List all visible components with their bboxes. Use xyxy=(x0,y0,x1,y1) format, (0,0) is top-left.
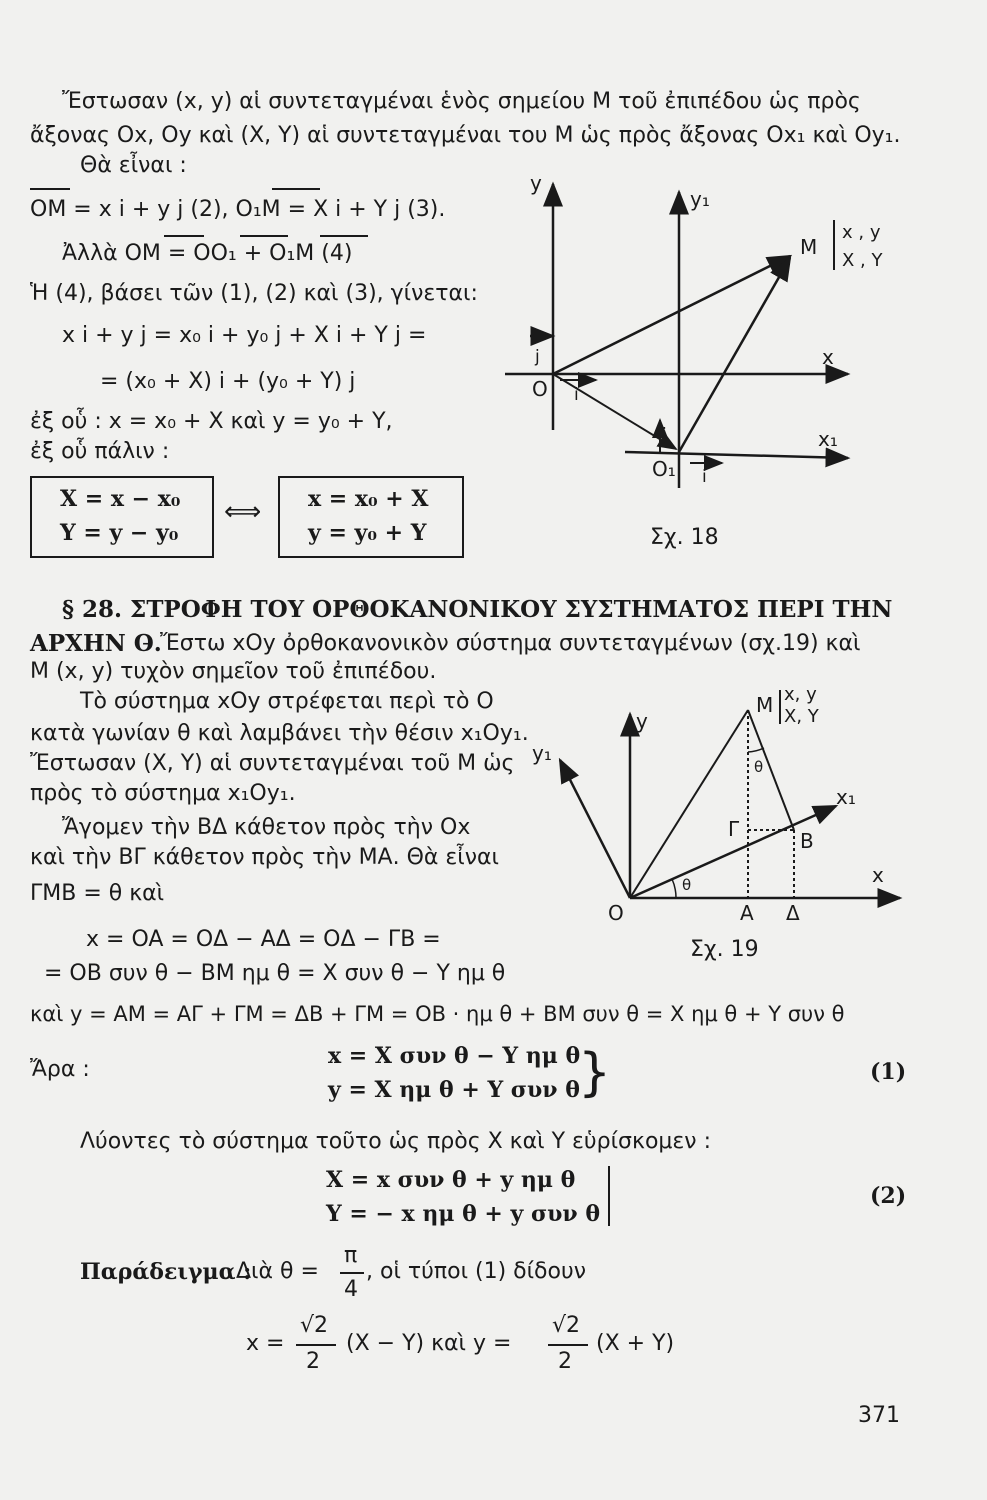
section-28-line9: ΓMB = θ καὶ xyxy=(30,881,165,906)
fig18-label-y: y xyxy=(530,171,542,195)
fig19-label-theta1: θ xyxy=(682,876,692,894)
equation-7: ἐξ οὗ : x = x₀ + X καὶ y = y₀ + Y, xyxy=(30,409,393,434)
fig18-label-y1: y₁ xyxy=(690,187,710,211)
equation-8: ἐξ οὗ πάλιν : xyxy=(30,439,170,464)
final-sqrt2-b: √2 xyxy=(552,1313,581,1338)
figure-18-caption: Σχ. 18 xyxy=(650,525,719,550)
final-sqrt2-a: √2 xyxy=(300,1313,329,1338)
fig19-label-A: A xyxy=(740,901,754,925)
system1-tag: (1) xyxy=(870,1059,907,1085)
equivalence-symbol: ⟺ xyxy=(224,497,262,527)
example-4: 4 xyxy=(344,1277,358,1302)
fig18-label-O1: O₁ xyxy=(652,457,676,481)
example-label: Παράδειγμα : xyxy=(80,1259,252,1285)
fig18-label-x1: x₁ xyxy=(818,427,838,451)
fig19-label-y1: y₁ xyxy=(532,741,552,765)
fig18-label-j1: j xyxy=(662,425,667,445)
ara-label: Ἄρα : xyxy=(30,1057,90,1082)
fig19-segment-OM xyxy=(630,710,748,898)
system1-brace: } xyxy=(578,1043,612,1103)
fig19-label-x: x xyxy=(872,863,884,887)
final-x: x = xyxy=(246,1331,285,1356)
system2-line2: Y = − x ημ θ + y συν θ xyxy=(326,1201,601,1227)
box1-line1: X = x − x₀ xyxy=(60,486,181,512)
fig19-y1-axis xyxy=(560,760,630,898)
section-28-line11: = OB συν θ − BM ημ θ = X συν θ − Y ημ θ xyxy=(44,961,506,986)
system2-line1: X = x συν θ + y ημ θ xyxy=(326,1167,576,1193)
para1-line2: ἄξονας Ox, Oy καὶ (X, Y) αἱ συντεταγμέναι του Μ ὡς πρὸς ἄξονας Ox₁ καὶ Oy₁. xyxy=(30,123,901,148)
fig19-label-M: M xyxy=(756,693,774,717)
box1-line2: Y = y − y₀ xyxy=(60,520,179,546)
section-28-line13: Λύοντες τὸ σύστημα τοῦτο ὡς πρὸς X καὶ Y εὑρίσκομεν : xyxy=(80,1129,711,1154)
section-28-line7: Ἄγομεν τὴν ΒΔ κάθετον πρὸς τὴν Ox xyxy=(62,815,471,840)
section-28-line5: Ἔστωσαν (X, Y) αἱ συντεταγμέναι τοῦ Μ ὡς xyxy=(30,751,515,776)
equation-2-3: OM = x i + y j (2), O₁M = X i + Y j (3). xyxy=(30,197,446,222)
para1-line3: Θὰ εἶναι : xyxy=(80,153,187,178)
fig18-label-O: O xyxy=(532,377,548,401)
example-pi: π xyxy=(344,1243,358,1268)
fig19-label-y: y xyxy=(636,709,648,733)
fig18-label-XY: X , Y xyxy=(842,250,883,271)
system1-line2: y = X ημ θ + Y συν θ xyxy=(328,1077,580,1103)
equation-4: Ἀλλὰ OM = OO₁ + O₁M (4) xyxy=(62,241,353,266)
section-28-line6: πρὸς τὸ σύστημα x₁Oy₁. xyxy=(30,781,296,806)
example-text: Διὰ θ = xyxy=(236,1259,319,1284)
system2-tag: (2) xyxy=(870,1183,907,1209)
section-28-line10: x = OA = OΔ − AΔ = OΔ − ΓB = xyxy=(86,927,441,952)
fig18-label-M: M xyxy=(800,235,818,259)
fig19-label-Gamma: Γ xyxy=(728,817,740,841)
fig19-label-theta2: θ xyxy=(754,758,764,776)
final-mid: (X − Y) καὶ y = xyxy=(346,1331,512,1356)
section-28-line8: καὶ τὴν ΒΓ κάθετον πρὸς τὴν ΜΑ. Θὰ εἶναι xyxy=(30,845,499,870)
section-28-line2: Μ (x, y) τυχὸν σημεῖον τοῦ ἐπιπέδου. xyxy=(30,659,437,684)
para1-line1: Ἔστωσαν (x, y) αἱ συντεταγμέναι ἑνὸς σημείου Μ τοῦ ἐπιπέδου ὡς πρὸς xyxy=(62,89,861,114)
equation-6: = (x₀ + X) i + (y₀ + Y) j xyxy=(100,369,356,394)
fig18-label-x: x xyxy=(822,345,834,369)
fig18-label-i1: i xyxy=(702,467,707,487)
final-end: (X + Y) xyxy=(596,1331,675,1356)
fig19-label-x1: x₁ xyxy=(836,785,856,809)
section-28-heading: § 28. ΣΤΡΟΦΗ ΤΟΥ ΟΡΘΟΚΑΝΟΝΙΚΟΥ ΣΥΣΤΗΜΑΤΟΣ ΠΕΡΙ ΤΗΝ xyxy=(62,596,893,623)
fig19-label-xy: x, y xyxy=(784,684,817,705)
section-28-line4: κατὰ γωνίαν θ καὶ λαμβάνει τὴν θέσιν x₁Oy₁. xyxy=(30,721,529,746)
example-rest: , οἱ τύποι (1) δίδουν xyxy=(366,1259,586,1284)
final-2-a: 2 xyxy=(306,1349,320,1374)
final-2-b: 2 xyxy=(558,1349,572,1374)
line-substitution: Ἡ (4), βάσει τῶν (1), (2) καὶ (3), γίνεται: xyxy=(30,281,478,306)
section-28-line1: – Ἔστω xOy ὀρθοκανονικὸν σύστημα συντεταγμένων (σχ.19) καὶ xyxy=(142,631,861,656)
section-28-heading-cont: ΑΡΧΗΝ Ο. xyxy=(30,630,162,657)
box2-line1: x = x₀ + X xyxy=(308,486,429,512)
page-number: 371 xyxy=(858,1403,900,1428)
section-28-line12: καὶ y = AM = AΓ + ΓM = ΔB + ΓM = OB · ημ θ + BM συν θ = X ημ θ + Y συν θ xyxy=(30,1002,845,1026)
fig19-label-B: B xyxy=(800,829,814,853)
fig19-label-O: O xyxy=(608,901,624,925)
box2-line2: y = y₀ + Y xyxy=(308,520,427,546)
fig18-label-xy: x , y xyxy=(842,222,881,243)
fig18-label-j: j xyxy=(535,347,540,367)
section-28-line3: Τὸ σύστημα xOy στρέφεται περὶ τὸ Ο xyxy=(80,689,494,714)
system1-line1: x = X συν θ − Y ημ θ xyxy=(328,1043,581,1069)
fig18-label-i: i xyxy=(574,385,579,405)
figure-19-caption: Σχ. 19 xyxy=(690,937,759,962)
equation-5: x i + y j = x₀ i + y₀ j + X i + Y j = xyxy=(62,323,427,348)
fig19-label-XY: X, Y xyxy=(784,706,819,727)
fig19-label-Delta: Δ xyxy=(786,901,800,925)
